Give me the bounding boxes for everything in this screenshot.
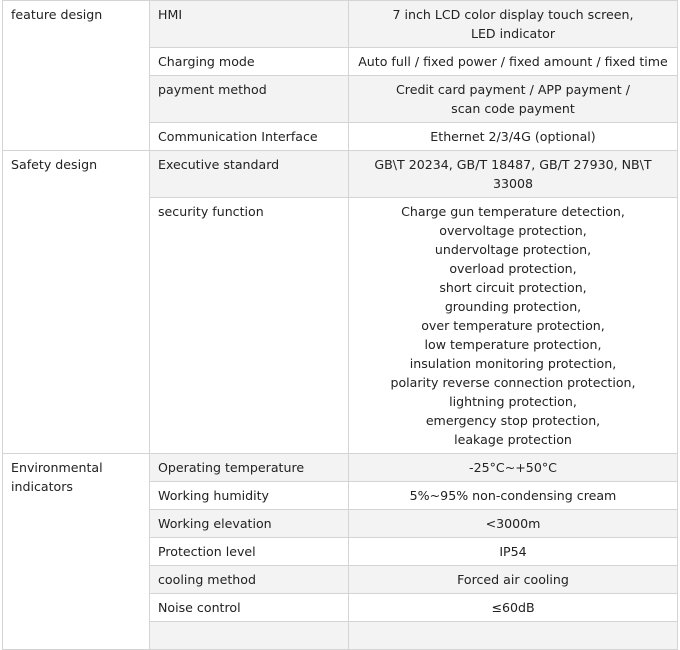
- value-cell: Ethernet 2/3/4G (optional): [349, 123, 678, 151]
- value-cell: GB\T 20234, GB/T 18487, GB/T 27930, NB\T 33008: [349, 151, 678, 198]
- value-cell: 5%~95% non-condensing cream: [349, 482, 678, 510]
- feature-cell: [150, 622, 349, 650]
- feature-cell: cooling method: [150, 566, 349, 594]
- category-cell: feature design: [3, 1, 150, 151]
- feature-cell: Executive standard: [150, 151, 349, 198]
- value-cell: ≤60dB: [349, 594, 678, 622]
- feature-cell: Working elevation: [150, 510, 349, 538]
- feature-cell: Working humidity: [150, 482, 349, 510]
- feature-cell: Noise control: [150, 594, 349, 622]
- feature-cell: Communication Interface: [150, 123, 349, 151]
- specifications-table: [2, 0, 678, 650]
- table-row: [3, 151, 678, 198]
- value-cell: 7 inch LCD color display touch screen, LED indicator: [349, 1, 678, 48]
- value-cell: Credit card payment / APP payment / scan code payment: [349, 76, 678, 123]
- value-cell: Auto full / fixed power / fixed amount / fixed time: [349, 48, 678, 76]
- feature-cell: Operating temperature: [150, 454, 349, 482]
- table-row: [3, 1, 678, 48]
- feature-cell: Charging mode: [150, 48, 349, 76]
- feature-cell: security function: [150, 198, 349, 454]
- value-cell: Charge gun temperature detection, overvoltage protection, undervoltage protection, overload protection, short circuit protection, grounding protection, over temperature protection, low temperature protection, insulation monitoring protection, polarity reverse connection protection, lightning protection, emergency stop protection, leakage protection: [349, 198, 678, 454]
- value-cell: Forced air cooling: [349, 566, 678, 594]
- value-cell: [349, 622, 678, 650]
- category-cell: Environmental indicators: [3, 454, 150, 650]
- feature-cell: HMI: [150, 1, 349, 48]
- category-cell: Safety design: [3, 151, 150, 454]
- value-cell: IP54: [349, 538, 678, 566]
- value-cell: -25°C~+50°C: [349, 454, 678, 482]
- feature-cell: payment method: [150, 76, 349, 123]
- feature-cell: Protection level: [150, 538, 349, 566]
- value-cell: <3000m: [349, 510, 678, 538]
- table-row: [3, 454, 678, 482]
